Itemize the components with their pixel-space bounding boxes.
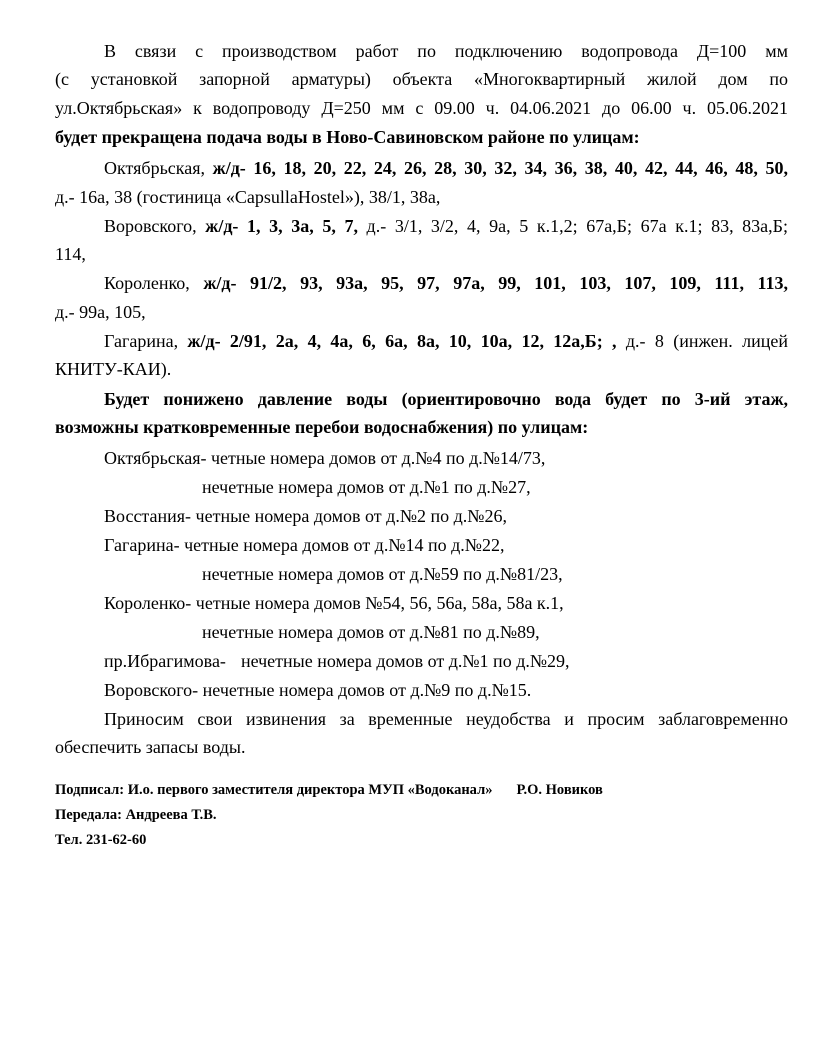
pressure-street: Восстания- четные номера домов от д.№2 по д.№26,	[104, 506, 507, 526]
intro-line-1: В связи с производством работ по подключению водопровода Д=100 мм	[104, 41, 788, 61]
intro-line-4: будет прекращена подача воды в Ново-Савиновском районе по улицам:	[55, 127, 640, 147]
street-off-vorovskogo	[104, 212, 788, 241]
intro-line-2: (с установкой запорной арматуры) объекта «Многоквартирный жилой дом по	[55, 69, 788, 89]
signed-label: Подписал: И.о. первого заместителя директора МУП «Водоканал»	[55, 782, 493, 798]
pressure-street: нечетные номера домов от д.№1 по д.№27,	[202, 477, 531, 497]
street-name: пр.Ибрагимова-	[104, 651, 226, 671]
signer-name: Р.О. Новиков	[516, 782, 603, 798]
pressure-street: Короленко- четные номера домов №54, 56, 56а, 58а, 58а к.1,	[104, 593, 564, 613]
street-off-korolenko	[104, 269, 788, 298]
street-name: Октябрьская,	[104, 158, 213, 178]
apology-line-2: обеспечить запасы воды.	[55, 737, 246, 757]
street-name: Воровского,	[104, 216, 206, 236]
pressure-street: Гагарина- четные номера домов от д.№14 по д.№22,	[104, 535, 505, 555]
street-houses: ж/д- 2/91, 2а, 4, 4а, 6, 6а, 8а, 10, 10а, 12, 12а,Б; ,	[187, 331, 617, 351]
pressure-line-1: Будет понижено давление воды (ориентировочно вода будет по 3-ий этаж,	[104, 389, 788, 409]
intro-line-3: ул.Октябрьская» к водопроводу Д=250 мм с 09.00 ч. 04.06.2021 до 06.00 ч. 05.06.2021	[55, 98, 788, 118]
pressure-street: Октябрьская- четные номера домов от д.№4 по д.№14/73,	[104, 448, 546, 468]
street-off-oktyabrskaya-rest: д.- 16а, 38 (гостиница «CapsullaHostel»), 38/1, 38а,	[55, 187, 441, 207]
pressure-street: нечетные номера домов от д.№81 по д.№89,	[202, 622, 540, 642]
street-off-oktyabrskaya	[104, 154, 788, 183]
street-name: Гагарина,	[104, 331, 188, 351]
pressure-street: нечетные номера домов от д.№59 по д.№81/23,	[202, 564, 563, 584]
street-name: Короленко,	[104, 273, 204, 293]
street-houses: ж/д- 1, 3, 3а, 5, 7,	[205, 216, 358, 236]
street-tail: д.- 8 (инжен. лицей	[616, 331, 788, 351]
street-houses: ж/д- 91/2, 93, 93а, 95, 97, 97а, 99, 101, 103, 107, 109, 111, 113,	[203, 273, 788, 293]
street-houses: ж/д- 16, 18, 20, 22, 24, 26, 28, 30, 32, 34, 36, 38, 40, 42, 44, 46, 48, 50,	[212, 158, 788, 178]
footer-phone: Тел. 231-62-60	[55, 832, 147, 848]
pressure-street: Воровского- нечетные номера домов от д.№9 по д.№15.	[104, 680, 532, 700]
street-detail: нечетные номера домов от д.№1 по д.№29,	[240, 651, 570, 671]
street-tail: д.- 3/1, 3/2, 4, 9а, 5 к.1,2; 67а,Б; 67а к.1; 83, 83а,Б;	[357, 216, 789, 236]
pressure-street-ibragimova	[104, 647, 570, 676]
footer-signed	[55, 780, 603, 800]
pressure-line-2: возможны кратковременные перебои водоснабжения) по улицам:	[55, 417, 589, 437]
footer-passed: Передала: Андреева Т.В.	[55, 807, 217, 823]
street-off-gagarina	[104, 327, 788, 356]
street-off-gagarina-rest: КНИТУ-КАИ).	[55, 359, 172, 379]
street-off-korolenko-rest: д.- 99а, 105,	[55, 302, 146, 322]
apology-line-1: Приносим свои извинения за временные неудобства и просим заблаговременно	[104, 709, 788, 729]
street-off-vorovskogo-rest: 114,	[55, 244, 86, 264]
